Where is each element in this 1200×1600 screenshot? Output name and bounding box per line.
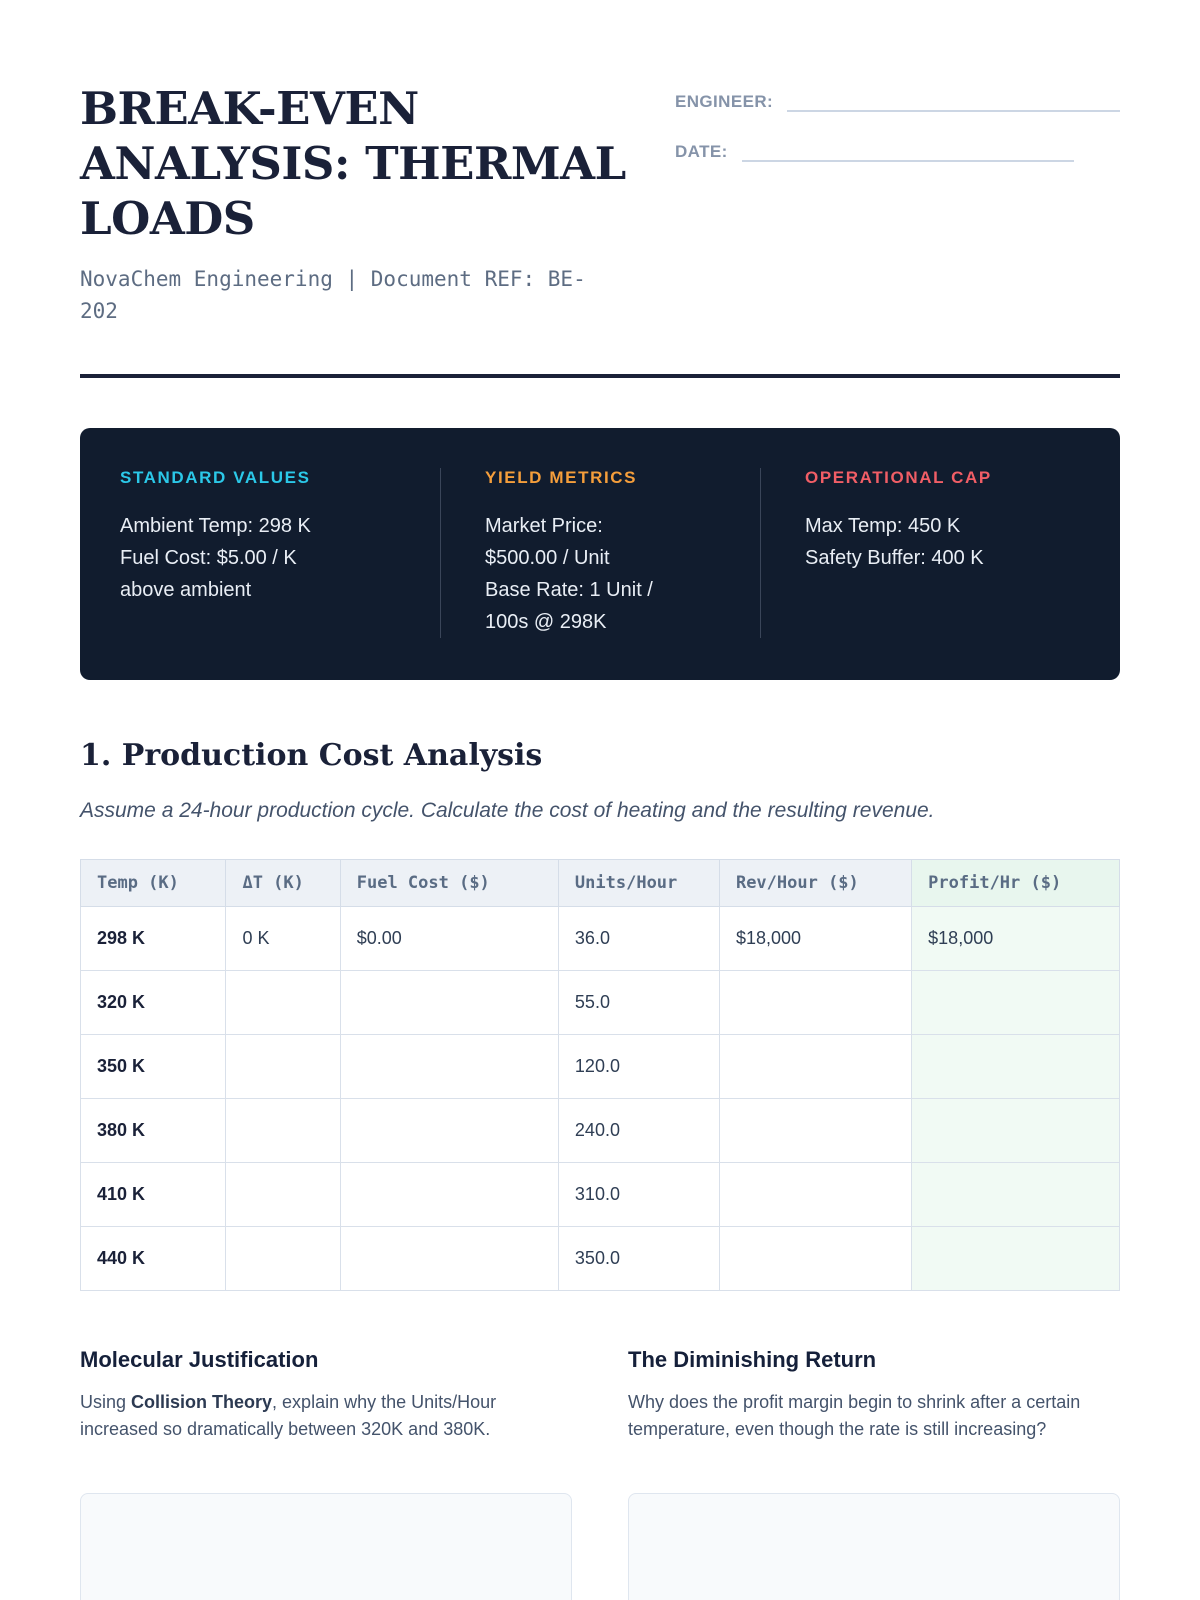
production-cost-table bbox=[80, 859, 1120, 1291]
operational-cap-label: OPERATIONAL CAP bbox=[805, 467, 992, 487]
question-text: Why does the profit margin begin to shrink after a certain temperature, even though the rate is still increasing? bbox=[628, 1391, 1081, 1439]
question-title: The Diminishing Return bbox=[628, 1346, 877, 1372]
temp-cell: 350 K bbox=[81, 1034, 226, 1098]
operational-cap-column bbox=[760, 468, 1080, 638]
fuel-cost-cell: $0.00 bbox=[340, 906, 558, 970]
temp-cell: 410 K bbox=[81, 1162, 226, 1226]
temp-cell: 320 K bbox=[81, 970, 226, 1034]
table-row bbox=[81, 1098, 1120, 1162]
engineer-field-row bbox=[675, 90, 1120, 112]
date-input-line[interactable] bbox=[742, 140, 1074, 162]
units-hour-cell: 310.0 bbox=[558, 1162, 719, 1226]
date-field-row bbox=[675, 140, 1120, 162]
answer-box-molecular[interactable] bbox=[80, 1493, 572, 1600]
market-price-value-cont: $500.00 / Unit bbox=[485, 546, 610, 569]
yield-metrics-column bbox=[440, 468, 760, 638]
table-row bbox=[81, 1162, 1120, 1226]
delta-t-cell-blank[interactable] bbox=[226, 1034, 340, 1098]
max-temp-value: Max Temp: 450 K bbox=[805, 514, 961, 537]
col-header-delta-t: ΔT (K) bbox=[226, 859, 340, 906]
fuel-cost-cell-blank[interactable] bbox=[340, 970, 558, 1034]
delta-t-cell-blank[interactable] bbox=[226, 1226, 340, 1290]
col-header-profit-hr: Profit/Hr ($) bbox=[912, 859, 1120, 906]
profit-hr-cell-blank[interactable] bbox=[912, 1226, 1120, 1290]
table-row bbox=[81, 970, 1120, 1034]
collision-theory-emphasis: Collision Theory bbox=[131, 1391, 273, 1412]
units-hour-cell: 120.0 bbox=[558, 1034, 719, 1098]
fuel-cost-value-cont: above ambient bbox=[120, 578, 252, 601]
page-title: BREAK-EVEN ANALYSIS: THERMAL LOADS bbox=[80, 82, 626, 245]
units-hour-cell: 55.0 bbox=[558, 970, 719, 1034]
question-section bbox=[80, 1347, 1120, 1600]
question-diminishing-return bbox=[628, 1347, 1120, 1600]
section-title: 1. Production Cost Analysis bbox=[80, 737, 543, 773]
header-title-block bbox=[80, 82, 665, 328]
reference-values-panel bbox=[80, 428, 1120, 680]
rev-hour-cell-blank[interactable] bbox=[719, 1098, 911, 1162]
section-instructions: Assume a 24-hour production cycle. Calculate the cost of heating and the resulting revenue. bbox=[80, 798, 935, 822]
standard-values-column bbox=[120, 468, 440, 638]
delta-t-cell: 0 K bbox=[226, 906, 340, 970]
header-fields bbox=[665, 82, 1120, 328]
yield-metrics-label: YIELD METRICS bbox=[485, 467, 638, 487]
col-header-fuel-cost: Fuel Cost ($) bbox=[340, 859, 558, 906]
market-price-value: Market Price: bbox=[485, 514, 603, 537]
col-header-temp: Temp (K) bbox=[81, 859, 226, 906]
col-header-rev-hour: Rev/Hour ($) bbox=[719, 859, 911, 906]
header bbox=[80, 82, 1120, 328]
header-divider bbox=[80, 374, 1120, 378]
units-hour-cell: 240.0 bbox=[558, 1098, 719, 1162]
table-row bbox=[81, 906, 1120, 970]
col-header-units-hour: Units/Hour bbox=[558, 859, 719, 906]
rev-hour-cell: $18,000 bbox=[719, 906, 911, 970]
table-row bbox=[81, 1034, 1120, 1098]
units-hour-cell: 36.0 bbox=[558, 906, 719, 970]
ambient-temp-value: Ambient Temp: 298 K bbox=[120, 514, 311, 537]
delta-t-cell-blank[interactable] bbox=[226, 1098, 340, 1162]
base-rate-value-cont: 100s @ 298K bbox=[485, 610, 607, 633]
engineer-input-line[interactable] bbox=[787, 90, 1120, 112]
temp-cell: 380 K bbox=[81, 1098, 226, 1162]
table-row bbox=[81, 1226, 1120, 1290]
delta-t-cell-blank[interactable] bbox=[226, 970, 340, 1034]
date-label: DATE: bbox=[675, 142, 728, 161]
question-title: Molecular Justification bbox=[80, 1346, 319, 1372]
answer-box-diminishing[interactable] bbox=[628, 1493, 1120, 1600]
table-header-row bbox=[81, 859, 1120, 906]
rev-hour-cell-blank[interactable] bbox=[719, 1226, 911, 1290]
engineer-label: ENGINEER: bbox=[675, 92, 774, 111]
units-hour-cell: 350.0 bbox=[558, 1226, 719, 1290]
profit-hr-cell-blank[interactable] bbox=[912, 1034, 1120, 1098]
fuel-cost-cell-blank[interactable] bbox=[340, 1162, 558, 1226]
question-molecular-justification bbox=[80, 1347, 572, 1600]
document-reference: NovaChem Engineering | Document REF: BE-202 bbox=[80, 266, 586, 324]
delta-t-cell-blank[interactable] bbox=[226, 1162, 340, 1226]
question-text: Using Collision Theory, explain why the Units/Hour increased so dramatically between 320K and 380K. bbox=[80, 1391, 497, 1439]
temp-cell: 298 K bbox=[81, 906, 226, 970]
base-rate-value: Base Rate: 1 Unit / bbox=[485, 578, 653, 601]
profit-hr-cell: $18,000 bbox=[912, 906, 1120, 970]
safety-buffer-value: Safety Buffer: 400 K bbox=[805, 546, 984, 569]
rev-hour-cell-blank[interactable] bbox=[719, 1034, 911, 1098]
fuel-cost-value: Fuel Cost: $5.00 / K bbox=[120, 546, 297, 569]
standard-values-label: STANDARD VALUES bbox=[120, 467, 311, 487]
profit-hr-cell-blank[interactable] bbox=[912, 970, 1120, 1034]
fuel-cost-cell-blank[interactable] bbox=[340, 1098, 558, 1162]
rev-hour-cell-blank[interactable] bbox=[719, 1162, 911, 1226]
profit-hr-cell-blank[interactable] bbox=[912, 1162, 1120, 1226]
profit-hr-cell-blank[interactable] bbox=[912, 1098, 1120, 1162]
fuel-cost-cell-blank[interactable] bbox=[340, 1226, 558, 1290]
temp-cell: 440 K bbox=[81, 1226, 226, 1290]
fuel-cost-cell-blank[interactable] bbox=[340, 1034, 558, 1098]
rev-hour-cell-blank[interactable] bbox=[719, 970, 911, 1034]
